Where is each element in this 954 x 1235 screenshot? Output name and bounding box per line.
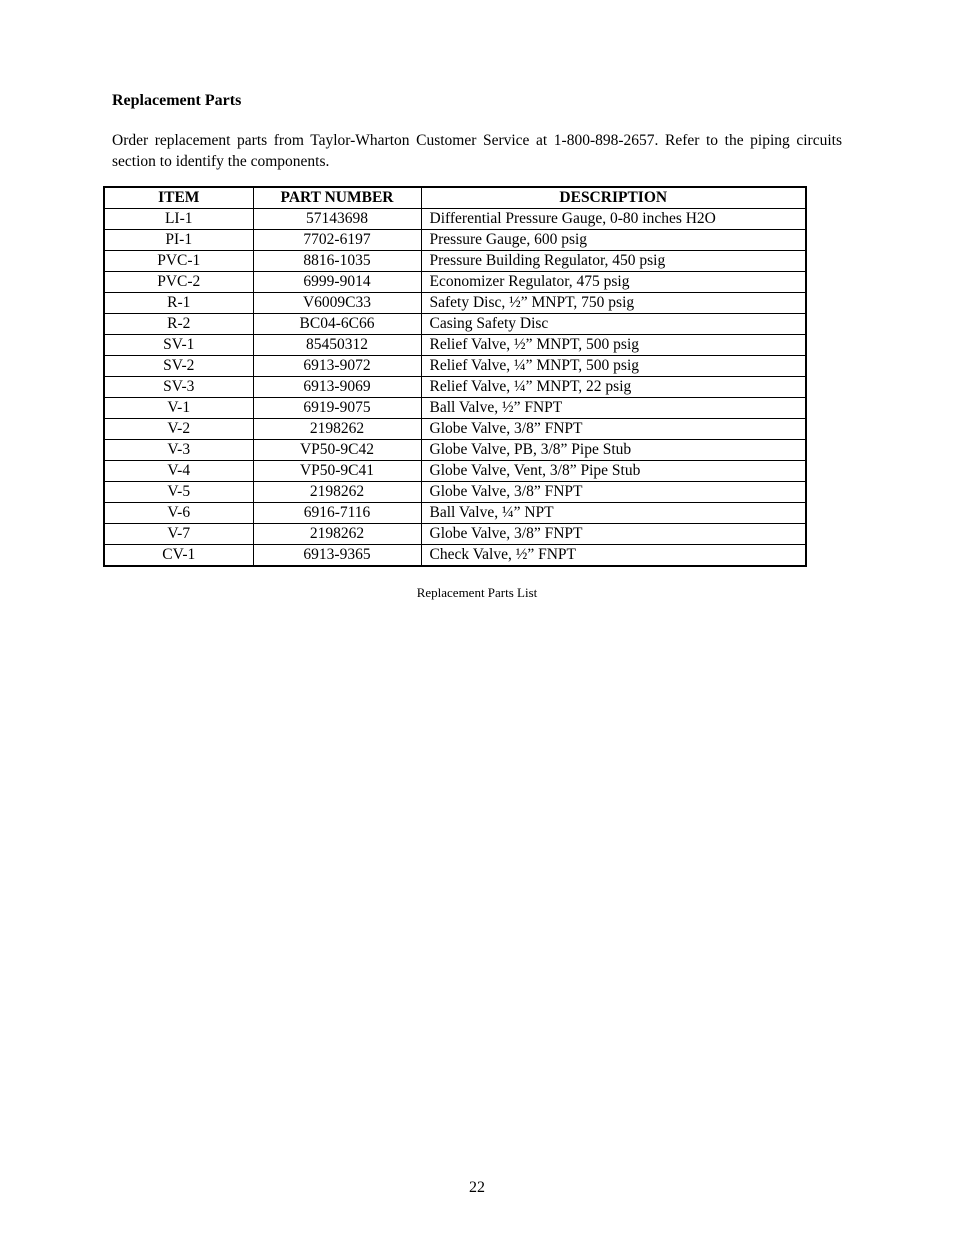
cell-item: V-7 [104, 524, 253, 545]
table-row [104, 251, 806, 272]
table-caption: Replacement Parts List [416, 585, 538, 600]
table-row [104, 377, 806, 398]
table-header [104, 187, 806, 209]
cell-item: V-1 [104, 398, 253, 419]
table-row [104, 293, 806, 314]
table-row [104, 440, 806, 461]
cell-description: Relief Valve, ¼” MNPT, 500 psig [421, 356, 806, 377]
cell-item: V-3 [104, 440, 253, 461]
cell-description: Pressure Gauge, 600 psig [421, 230, 806, 251]
cell-description: Differential Pressure Gauge, 0-80 inches H2O [421, 209, 806, 230]
cell-part-number: 57143698 [253, 209, 421, 230]
cell-description: Globe Valve, Vent, 3/8” Pipe Stub [421, 461, 806, 482]
cell-part-number: 6913-9072 [253, 356, 421, 377]
cell-description: Casing Safety Disc [421, 314, 806, 335]
replacement-parts-table [103, 186, 807, 567]
cell-description: Ball Valve, ½” FNPT [421, 398, 806, 419]
table-row [104, 230, 806, 251]
table-row [104, 461, 806, 482]
cell-description: Safety Disc, ½” MNPT, 750 psig [421, 293, 806, 314]
cell-description: Pressure Building Regulator, 450 psig [421, 251, 806, 272]
table-row [104, 314, 806, 335]
cell-item: LI-1 [104, 209, 253, 230]
cell-part-number: 6919-9075 [253, 398, 421, 419]
cell-description: Globe Valve, 3/8” FNPT [421, 524, 806, 545]
page-number: 22 [469, 1179, 485, 1196]
cell-part-number: VP50-9C42 [253, 440, 421, 461]
cell-part-number: VP50-9C41 [253, 461, 421, 482]
cell-item: PVC-2 [104, 272, 253, 293]
cell-item: SV-3 [104, 377, 253, 398]
cell-item: V-5 [104, 482, 253, 503]
cell-item: SV-1 [104, 335, 253, 356]
cell-part-number: 2198262 [253, 482, 421, 503]
column-header-description: DESCRIPTION [421, 187, 806, 209]
cell-item: R-2 [104, 314, 253, 335]
cell-description: Ball Valve, ¼” NPT [421, 503, 806, 524]
cell-item: PI-1 [104, 230, 253, 251]
column-header-part-number: PART NUMBER [253, 187, 421, 209]
cell-description: Globe Valve, PB, 3/8” Pipe Stub [421, 440, 806, 461]
cell-description: Globe Valve, 3/8” FNPT [421, 419, 806, 440]
table-row [104, 398, 806, 419]
cell-part-number: 6916-7116 [253, 503, 421, 524]
cell-part-number: 6913-9365 [253, 545, 421, 567]
cell-part-number: 85450312 [253, 335, 421, 356]
cell-part-number: 2198262 [253, 524, 421, 545]
cell-part-number: 8816-1035 [253, 251, 421, 272]
cell-part-number: BC04-6C66 [253, 314, 421, 335]
cell-item: PVC-1 [104, 251, 253, 272]
cell-part-number: 6913-9069 [253, 377, 421, 398]
section-heading: Replacement Parts [112, 92, 242, 109]
cell-item: R-1 [104, 293, 253, 314]
cell-description: Globe Valve, 3/8” FNPT [421, 482, 806, 503]
cell-description: Relief Valve, ½” MNPT, 500 psig [421, 335, 806, 356]
cell-part-number: 7702-6197 [253, 230, 421, 251]
table-row [104, 419, 806, 440]
cell-description: Economizer Regulator, 475 psig [421, 272, 806, 293]
table-header-row [104, 187, 806, 209]
cell-item: V-4 [104, 461, 253, 482]
intro-paragraph: Order replacement parts from Taylor-Wharton Customer Service at 1-800-898-2657. Refer to the piping circuits section to identify the components. [112, 132, 842, 170]
cell-part-number: 2198262 [253, 419, 421, 440]
table-body [104, 209, 806, 567]
cell-part-number: 6999-9014 [253, 272, 421, 293]
table-row [104, 524, 806, 545]
cell-part-number: V6009C33 [253, 293, 421, 314]
cell-description: Check Valve, ½” FNPT [421, 545, 806, 567]
cell-item: SV-2 [104, 356, 253, 377]
cell-item: CV-1 [104, 545, 253, 567]
cell-item: V-6 [104, 503, 253, 524]
table-row [104, 209, 806, 230]
cell-item: V-2 [104, 419, 253, 440]
table-row [104, 482, 806, 503]
table-row [104, 545, 806, 567]
table-row [104, 272, 806, 293]
table-row [104, 335, 806, 356]
table-row [104, 503, 806, 524]
table-row [104, 356, 806, 377]
cell-description: Relief Valve, ¼” MNPT, 22 psig [421, 377, 806, 398]
column-header-item: ITEM [104, 187, 253, 209]
